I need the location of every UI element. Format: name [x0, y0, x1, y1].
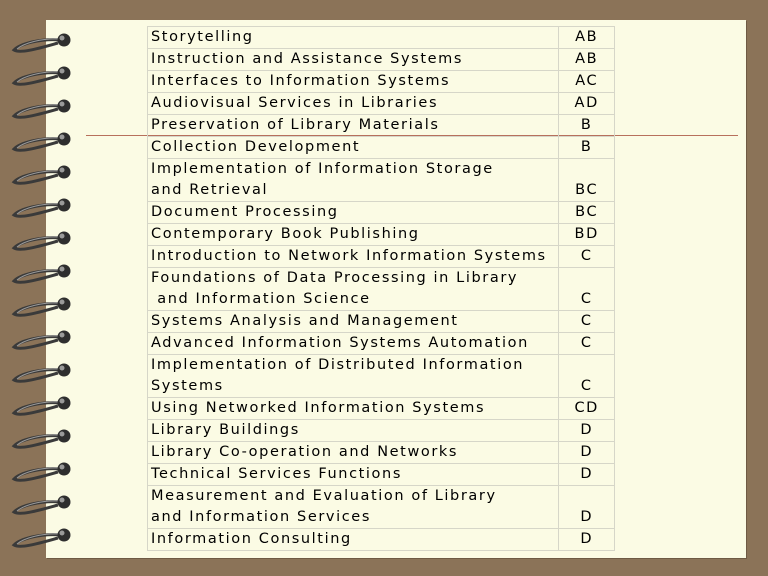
spiral-ring-icon	[14, 166, 71, 184]
table-row	[148, 420, 615, 442]
course-name: Advanced Information Systems Automation	[148, 333, 559, 355]
table-row	[148, 333, 615, 355]
course-name: Library Buildings	[148, 420, 559, 442]
course-code: AC	[559, 71, 615, 93]
spiral-ring-icon	[14, 364, 71, 382]
table-row	[148, 246, 615, 268]
course-code: CD	[559, 398, 615, 420]
course-code: C	[559, 311, 615, 333]
spiral-ring-icon	[14, 463, 71, 481]
spiral-ring-icon	[14, 430, 71, 448]
table-row	[148, 398, 615, 420]
course-code: BC	[559, 159, 615, 202]
table-row	[148, 49, 615, 71]
table-row	[148, 486, 615, 529]
spiral-ring-icon	[14, 199, 71, 217]
table-row	[148, 311, 615, 333]
table-row	[148, 442, 615, 464]
course-code: D	[559, 442, 615, 464]
spiral-ring-icon	[14, 232, 71, 250]
spiral-ring-icon	[14, 529, 71, 547]
spiral-binding-icon	[0, 0, 90, 576]
spiral-ring-icon	[14, 496, 71, 514]
table-row	[148, 115, 615, 137]
course-name: Audiovisual Services in Libraries	[148, 93, 559, 115]
course-name: Foundations of Data Processing in Library and Information Science	[148, 268, 559, 311]
course-name: Measurement and Evaluation of Library and Information Services	[148, 486, 559, 529]
course-name: Using Networked Information Systems	[148, 398, 559, 420]
course-code: BD	[559, 224, 615, 246]
course-name: Collection Development	[148, 137, 559, 159]
course-code: C	[559, 333, 615, 355]
course-name: Preservation of Library Materials	[148, 115, 559, 137]
course-name: Storytelling	[148, 27, 559, 49]
course-name: Implementation of Distributed Information Systems	[148, 355, 559, 398]
course-code: C	[559, 268, 615, 311]
course-name: Document Processing	[148, 202, 559, 224]
spiral-ring-icon	[14, 265, 71, 283]
course-code: D	[559, 529, 615, 551]
spiral-ring-icon	[14, 100, 71, 118]
table-row	[148, 71, 615, 93]
course-name: Library Co-operation and Networks	[148, 442, 559, 464]
table-row	[148, 27, 615, 49]
course-name: Interfaces to Information Systems	[148, 71, 559, 93]
course-code: AB	[559, 49, 615, 71]
course-code: BC	[559, 202, 615, 224]
course-code: C	[559, 246, 615, 268]
table-row	[148, 268, 615, 311]
table-row	[148, 355, 615, 398]
table-row	[148, 224, 615, 246]
course-name: Instruction and Assistance Systems	[148, 49, 559, 71]
course-code: AD	[559, 93, 615, 115]
course-code: C	[559, 355, 615, 398]
table-row	[148, 159, 615, 202]
course-table-body	[148, 27, 615, 551]
course-code: B	[559, 137, 615, 159]
spiral-ring-icon	[14, 298, 71, 316]
spiral-ring-icon	[14, 67, 71, 85]
spiral-ring-icon	[14, 331, 71, 349]
table-row	[148, 93, 615, 115]
spiral-ring-icon	[14, 397, 71, 415]
spiral-ring-icon	[14, 133, 71, 151]
table-row	[148, 529, 615, 551]
course-name: Information Consulting	[148, 529, 559, 551]
course-name: Contemporary Book Publishing	[148, 224, 559, 246]
table-row	[148, 464, 615, 486]
course-code: B	[559, 115, 615, 137]
course-table	[147, 26, 615, 551]
course-code: AB	[559, 27, 615, 49]
spiral-ring-icon	[14, 34, 71, 52]
course-code: D	[559, 464, 615, 486]
table-row	[148, 202, 615, 224]
course-name: Introduction to Network Information Systems	[148, 246, 559, 268]
table-row	[148, 137, 615, 159]
course-code: D	[559, 486, 615, 529]
course-name: Systems Analysis and Management	[148, 311, 559, 333]
course-name: Technical Services Functions	[148, 464, 559, 486]
course-code: D	[559, 420, 615, 442]
course-name: Implementation of Information Storage and Retrieval	[148, 159, 559, 202]
